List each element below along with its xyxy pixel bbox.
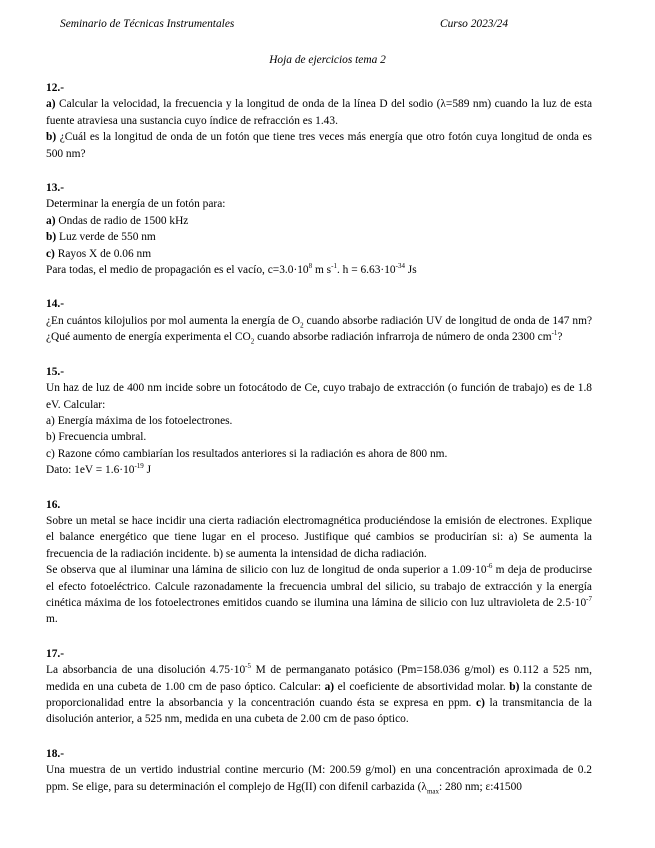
exercise-text: Una muestra de un vertido industrial contine mercurio (M: 200.59 g/mol) en una concentración aproximada de 0.2 ppm. Se elige, para su determinación el complejo de Hg(II) con difenil carbazida ($\lambda_{max}$: 280 nm; ε:41500 bbox=[46, 764, 592, 795]
exercise-paragraph-1: Sobre un metal se hace incidir una cierta radiación electromagnética produciéndose la emisión de electrones. Explique el balance energético que tiene lugar en el proceso. Justifique qué cambios se producirían si: a) Se aumenta la frecuencia de la radiación incidente. b) se aumenta la intensidad de dicha radiación. bbox=[46, 514, 592, 560]
exercise-data: Dato: $1eV = 1.6\cdot 10^{-19}$ J bbox=[46, 462, 152, 477]
exercise-14 bbox=[46, 296, 592, 345]
exercise-13 bbox=[46, 180, 592, 278]
exercise-number: 15.- bbox=[46, 365, 65, 378]
exercise-part-b: b) Luz verde de 550 nm bbox=[46, 231, 156, 244]
exercise-intro: Determinar la energía de un fotón para: bbox=[46, 198, 226, 211]
exercise-12 bbox=[46, 80, 592, 162]
exercise-15 bbox=[46, 364, 592, 479]
exercise-part-c: c) Rayos X de 0.06 nm bbox=[46, 247, 152, 260]
exercise-list bbox=[46, 80, 592, 813]
exercise-intro: Un haz de luz de 400 nm incide sobre un fotocátodo de Ce, cuyo trabajo de extracción (o función de trabajo) es de 1.8 eV. Calcular: bbox=[46, 382, 592, 411]
exercise-number: 17.- bbox=[46, 647, 65, 660]
exercise-number: 16. bbox=[46, 498, 61, 511]
exercise-number: 13.- bbox=[46, 182, 65, 195]
exercise-part-b: b) Frecuencia umbral. bbox=[46, 431, 147, 444]
exercise-part-a: a) Energía máxima de los fotoelectrones. bbox=[46, 414, 233, 427]
exercise-part-a: a) Calcular la velocidad, la frecuencia y la longitud de onda de la línea D del sodio (λ=589 nm) cuando la luz de esta fuente atraviesa una sustancia cuyo índice de refracción es 1.43. bbox=[46, 98, 592, 127]
exercise-text: ¿En cuántos kilojulios por mol aumenta la energía de $O_2$ cuando absorbe radiación UV de longitud de onda de 147 nm? ¿Qué aumento de energía experimenta el $CO_2$ cuando absorbe radiación infrarroja de número de onda 2300 $cm^{-1}$? bbox=[46, 314, 593, 346]
exercise-part-a: a) Ondas de radio de 1500 kHz bbox=[46, 214, 189, 227]
exercise-part-b: b) ¿Cuál es la longitud de onda de un fotón que tiene tres veces más energía que otro fotón cuya longitud de onda es 500 nm? bbox=[46, 131, 592, 160]
exercise-part-c: c) Razone cómo cambiarían los resultados anteriores si la radiación es ahora de 800 nm. bbox=[46, 447, 448, 460]
exercise-number: 12.- bbox=[46, 82, 65, 94]
exercise-paragraph-2: Se observa que al iluminar una lámina de silicio con luz de longitud de onda superior a $1.09\cdot 10^{-6}$ m deja de producirse el efecto fotoeléctrico. Calcule razonadamente la frecuencia umbral del silicio, su trabajo de extracción y la energía cinética máxima de los fotoelectrones emitidos cuando se ilumina una lámina de silicio con luz ultravioleta de $2.5\cdot 10^{-7}$ m. bbox=[46, 562, 592, 626]
exercise-16 bbox=[46, 497, 592, 628]
exercise-text: La absorbancia de una disolución $4.75\cdot 10^{-5}$ M de permanganato potásico (Pm=158.036 g/mol) es 0.112 a 525 nm, medida en una cubeta de 1.00 cm de paso óptico. Calcular: a) el coeficiente de absortividad molar. b) la constante de proporcionalidad entre la absorbancia y la concentración cuando ésta se expresa en ppm. c) la transmitancia de la disolución anterior, a 525 nm, medida en una cubeta de 2.00 cm de paso óptico. bbox=[46, 662, 592, 726]
exercise-number: 14.- bbox=[46, 298, 65, 311]
header-course-year: Curso 2023/24 bbox=[440, 18, 509, 30]
exercise-17 bbox=[46, 646, 592, 728]
exercise-note: Para todas, el medio de propagación es el vacío, $c=3.0\cdot 10^8$ m $s^{-1}$. $h = 6.63\cdot 10^{-34}$ Js bbox=[46, 262, 417, 277]
exercise-18 bbox=[46, 746, 592, 795]
exercise-number: 18.- bbox=[46, 747, 65, 760]
page-title: Hoja de ejercicios tema 2 bbox=[269, 54, 386, 66]
header-course-name: Seminario de Técnicas Instrumentales bbox=[60, 18, 235, 30]
